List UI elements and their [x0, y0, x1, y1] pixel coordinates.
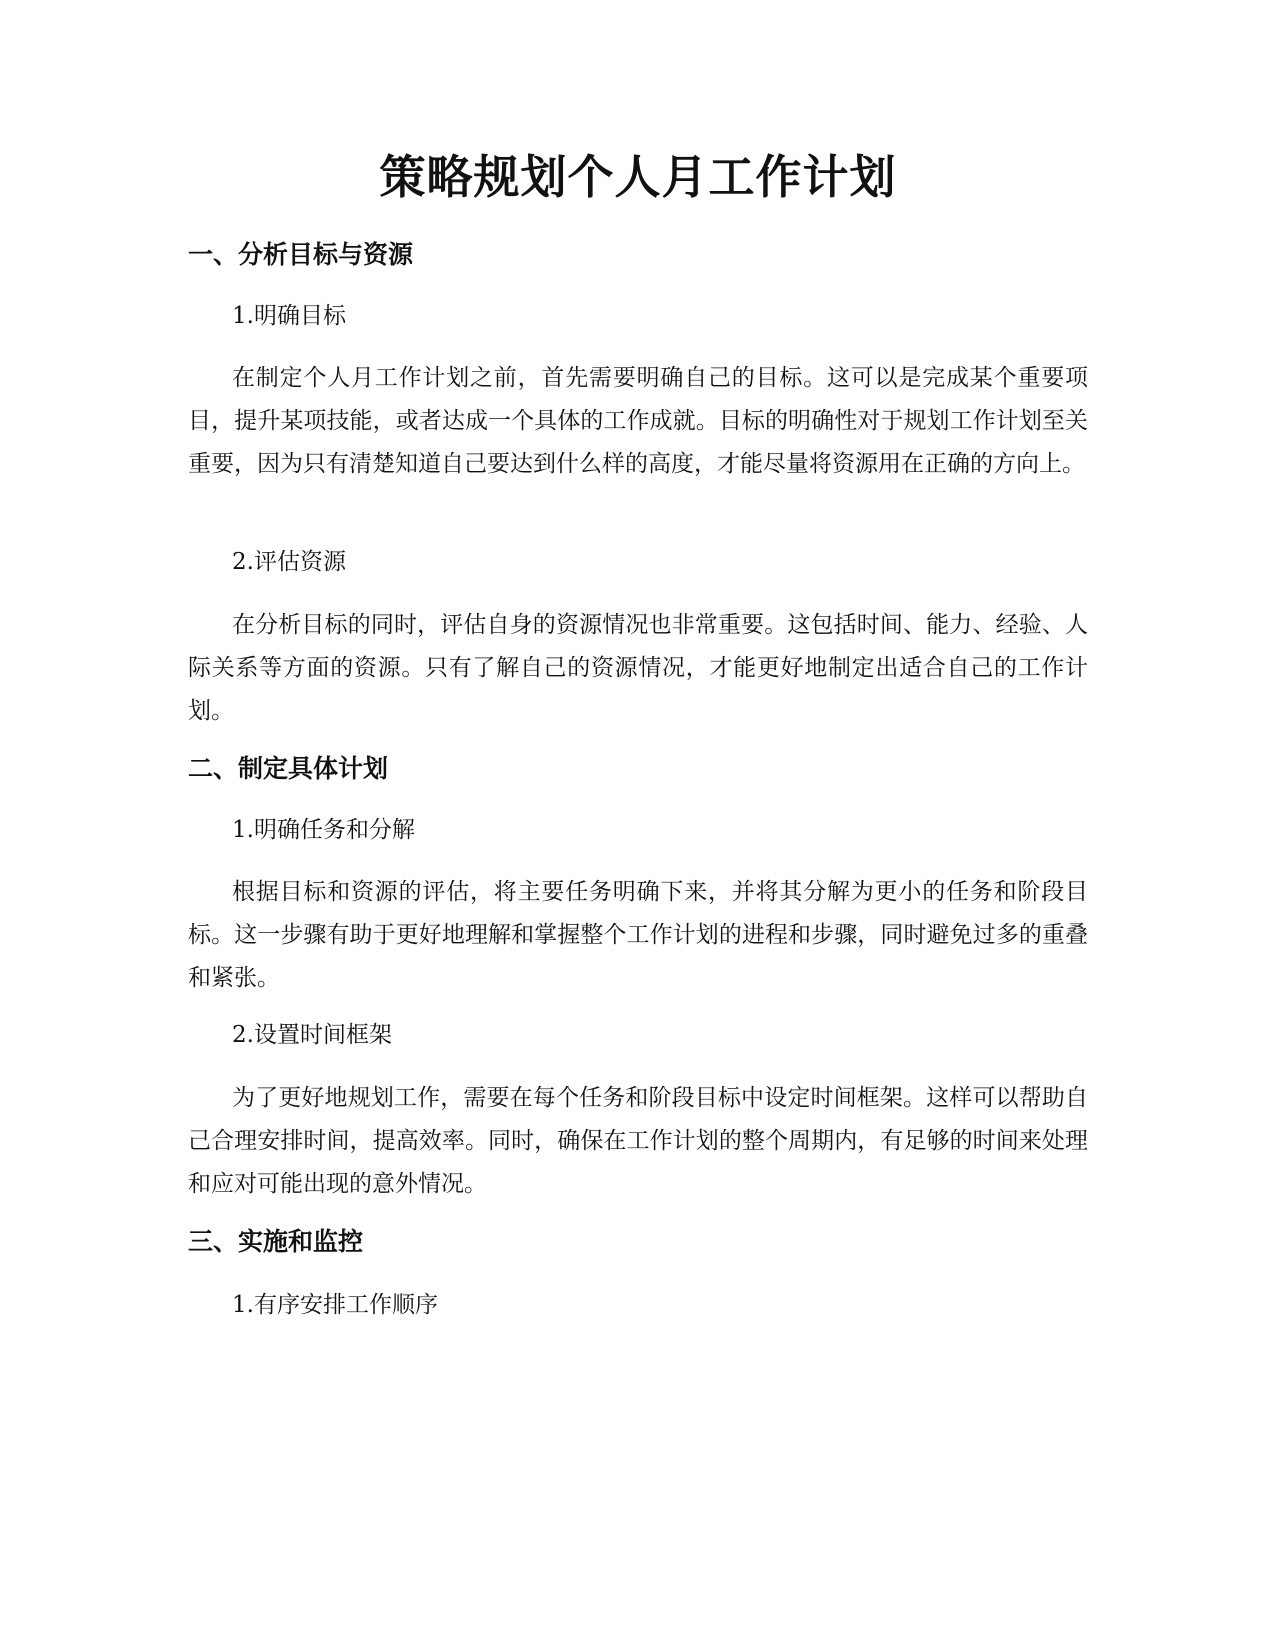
- section-heading-1: 一、分析目标与资源: [188, 240, 414, 269]
- document-title: 策略规划个人月工作计划: [379, 150, 897, 204]
- sub-heading-2-1: 1.明确任务和分解: [232, 817, 415, 843]
- paragraph-1-2: 在分析目标的同时，评估自身的资源情况也非常重要。这包括时间、能力、经验、人际关系等方面的资源。只有了解自己的资源情况，才能更好地制定出适合自己的工作计划。: [188, 612, 1088, 724]
- section-heading-2: 二、制定具体计划: [188, 754, 389, 783]
- document-page: [188, 0, 1088, 1650]
- paragraph-2-2: 为了更好地规划工作，需要在每个任务和阶段目标中设定时间框架。这样可以帮助自己合理安排时间，提高效率。同时，确保在工作计划的整个周期内，有足够的时间来处理和应对可能出现的意外情况。: [188, 1085, 1088, 1197]
- section-heading-3: 三、实施和监控: [188, 1227, 364, 1256]
- paragraph-2-1: 根据目标和资源的评估，将主要任务明确下来，并将其分解为更小的任务和阶段目标。这一步骤有助于更好地理解和掌握整个工作计划的进程和步骤，同时避免过多的重叠和紧张。: [188, 879, 1088, 991]
- paragraph-1-1: 在制定个人月工作计划之前，首先需要明确自己的目标。这可以是完成某个重要项目，提升某项技能，或者达成一个具体的工作成就。目标的明确性对于规划工作计划至关重要，因为只有清楚知道自己要达到什么样的高度，才能尽量将资源用在正确的方向上。: [188, 365, 1088, 477]
- sub-heading-1-1: 1.明确目标: [232, 303, 346, 329]
- sub-heading-2-2: 2.设置时间框架: [232, 1022, 392, 1048]
- sub-heading-3-1: 1.有序安排工作顺序: [232, 1292, 438, 1318]
- sub-heading-1-2: 2.评估资源: [232, 549, 346, 575]
